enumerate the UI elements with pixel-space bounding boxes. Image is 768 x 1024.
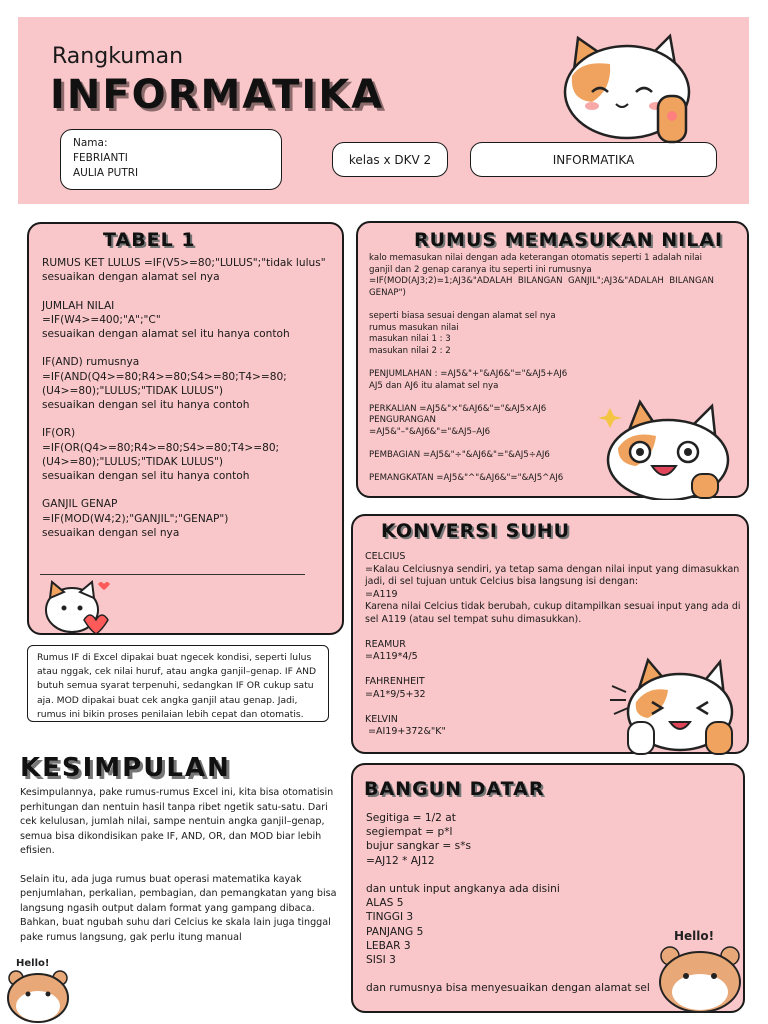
text-line: [369, 357, 709, 369]
waving-cat-sticker: [552, 30, 702, 145]
text-line: =AJ5&"–"&AJ6&"="&AJ5–AJ6: [369, 426, 491, 437]
kesimpulan-title: KESIMPULAN: [20, 753, 231, 783]
text-line: IF(OR): [42, 427, 76, 440]
text-line: masukan nilai 1 : 3: [369, 334, 451, 345]
text-line: [42, 483, 337, 497]
tabel1-title: TABEL 1: [103, 229, 196, 251]
text-line: PERKALIAN =AJ5&"×"&AJ6&"="&AJ5×AJ6: [369, 403, 547, 414]
text-line: KELVIN: [365, 713, 398, 725]
kesimpulan-paragraph-1: Kesimpulannya, pake rumus-rumus Excel ini, kita bisa otomatisin perhitungan dan nentuin hasil tanpa ribet ngetik satu-satu. Dari cek kelulusan, jumlah nilai, sampe nentuin angka ganjil–genap, semua bisa dikondisikan pake IF, AND, OR, dan MOD biar lebih efisien.: [20, 787, 334, 856]
text-line: rumus masukan nilai: [369, 322, 459, 333]
text-line: IF(AND) rumusnya: [42, 356, 140, 369]
text-line: sel A119 (atau sel tempat suhu dimasukkan).: [365, 613, 582, 625]
text-line: =A1*9/5+32: [365, 688, 426, 700]
hello-text-right: Hello!: [674, 929, 715, 943]
text-line: kalo memasukan nilai dengan ada keterangan otomatis seperti 1 adalah nilai: [369, 253, 703, 263]
text-line: bujur sangkar = s*s: [366, 840, 472, 853]
kesimpulan-body: [20, 786, 338, 945]
text-line: [365, 626, 735, 639]
text-line: dan rumusnya bisa menyesuaikan dengan alamat sel: [366, 982, 650, 995]
text-line: =AI19+372&"K": [365, 726, 446, 737]
text-line: [42, 341, 337, 355]
text-line: CELCIUS: [365, 551, 406, 562]
text-line: (U4>=80);"LULUS;"TIDAK LULUS"): [42, 384, 223, 397]
text-line: PEMBAGIAN =AJ5&"÷"&AJ6&"="&AJ5÷AJ6: [369, 450, 550, 461]
text-line: =IF(MOD(AJ3;2)=1;AJ3&"ADALAH BILANGAN GANJIL";AJ3&"ADALAH BILANGAN: [369, 276, 714, 287]
text-line: =IF(OR(Q4>=80;R4>=80;S4>=80;T4>=80;: [42, 441, 280, 454]
text-line: PEMANGKATAN =AJ5&"^"&AJ6&"="&AJ5^AJ6: [369, 473, 564, 484]
text-line: JUMLAH NILAI: [42, 299, 115, 312]
text-line: FAHRENHEIT: [365, 676, 425, 687]
text-line: GANJIL GENAP: [42, 498, 118, 511]
text-line: [369, 299, 709, 311]
subject-box: [470, 142, 717, 177]
text-line: Karena nilai Celcius tidak berubah, cukup ditampilkan sesuai input yang ada di: [365, 601, 741, 612]
hamster-hello-sticker-right: [652, 924, 748, 1016]
text-line: PENJUMLAHAN : =AJ5&"+"&AJ6&"="&AJ5+AJ6: [369, 368, 568, 379]
class-text: kelas x DKV 2: [348, 152, 432, 167]
text-line: (U4>=80);"LULUS;"TIDAK LULUS"): [42, 455, 223, 468]
text-line: seperti biasa sesuai dengan alamat sel nya: [369, 310, 556, 321]
text-line: PENGURANGAN: [369, 415, 436, 426]
text-line: REAMUR: [365, 638, 406, 650]
text-line: GENAP"): [369, 287, 406, 298]
text-line: ALAS 5: [366, 897, 404, 910]
text-line: sesuaikan dengan sel itu hanya contoh: [42, 470, 250, 482]
text-line: sesuaikan dengan sel nya: [42, 526, 180, 539]
text-line: sesuaikan dengan alamat sel itu hanya contoh: [42, 328, 290, 340]
hamster-hello-sticker-left: [2, 954, 74, 1024]
text-line: [42, 412, 337, 426]
header-subtitle: Rangkuman: [52, 44, 184, 69]
heart-cat-sticker: [40, 578, 112, 636]
name-label: Nama:: [73, 137, 108, 149]
bangun-title: BANGUN DATAR: [364, 778, 545, 800]
hello-text-left: Hello!: [16, 958, 50, 969]
text-line: =IF(MOD(W4;2);"GANJIL";"GENAP"): [42, 512, 229, 525]
text-line: PANJANG 5: [366, 925, 424, 938]
text-line: AJ5 dan AJ6 itu alamat sel nya: [369, 380, 499, 391]
subject-text: INFORMATIKA: [552, 152, 635, 167]
text-line: sesuaikan dengan alamat sel nya: [42, 271, 220, 284]
text-line: ganjil dan 2 genap caranya itu seperti ini rumusnya: [369, 264, 592, 275]
header-title: INFORMATIKA: [50, 72, 385, 118]
note-box: [27, 645, 329, 722]
rumus-title: RUMUS MEMASUKAN NILAI: [414, 229, 724, 251]
note-text: Rumus IF di Excel dipakai buat ngecek kondisi, seperti lulus atau nggak, cek nilai huruf, atau angka ganjil–genap. IF AND butuh semua syarat terpenuhi, sedangkan IF OR cukup satu aja. MOD dipakai buat cek angka ganjil atau genap. Jadi, rumus ini bikin proses penilaian lebih cepat dan otomatis.: [37, 652, 317, 720]
shy-cat-sticker: [608, 656, 740, 756]
text-line: =A119*4/5: [365, 651, 418, 662]
text-line: [366, 868, 726, 882]
kesimpulan-paragraph-2: Selain itu, ada juga rumus buat operasi matematika kayak penjumlahan, perkalian, pembagian, dan pemangkatan yang bisa langsung ngasih output dalam format yang gampang dibaca. Bahkan, buat ngubah suhu dari Celcius ke skala lain juga tinggal pake rumus langsung, gak perlu itung manual: [20, 873, 337, 943]
text-line: TINGGI 3: [366, 911, 414, 924]
tabel1-content: [42, 256, 337, 540]
text-line: LEBAR 3: [366, 939, 411, 952]
text-line: SISI 3: [366, 954, 396, 967]
text-line: =IF(AND(Q4>=80;R4>=80;S4>=80;T4>=80;: [42, 370, 287, 383]
name-line-1: FEBRIANTI: [73, 152, 128, 164]
text-line: segiempat = p*l: [366, 826, 453, 839]
name-box: [60, 129, 282, 190]
text-line: [42, 284, 337, 298]
text-line: =AJ12 * AJ12: [366, 854, 435, 867]
konversi-title: KONVERSI SUHU: [381, 520, 571, 542]
text-line: RUMUS KET LULUS =IF(V5>=80;"LULUS";"tidak lulus": [42, 257, 326, 269]
class-box: [332, 142, 448, 177]
text-line: masukan nilai 2 : 2: [369, 345, 451, 356]
text-line: =IF(W4>=400;"A";"C": [42, 313, 161, 326]
text-line: =A119: [365, 588, 398, 600]
text-line: dan untuk input angkanya ada disini: [366, 883, 560, 895]
name-line-2: AULIA PUTRI: [73, 167, 139, 179]
text-line: Segitiga = 1/2 at: [366, 812, 456, 824]
laughing-cat-sticker: [596, 398, 731, 500]
text-line: jadi, di sel tujuan untuk Celcius bisa langsung isi dengan:: [365, 576, 639, 587]
text-line: =Kalau Celciusnya sendiri, ya tetap sama dengan nilai input yang dimasukkan: [365, 563, 740, 575]
text-line: sesuaikan dengan sel itu hanya contoh: [42, 399, 250, 411]
divider-line: [40, 574, 305, 575]
